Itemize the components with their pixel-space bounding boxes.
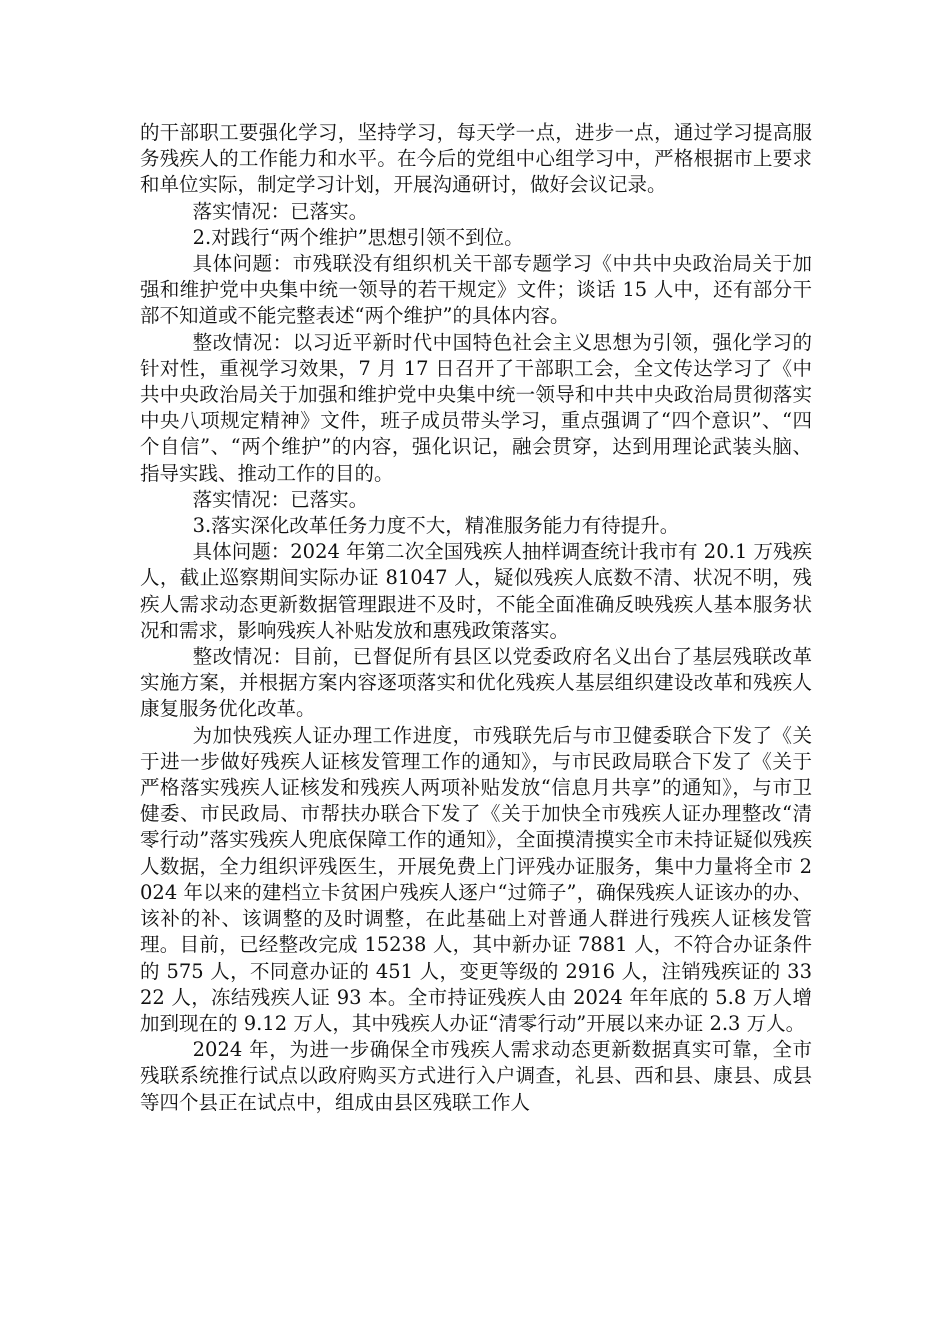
paragraph-rectification-2: 整改情况：以习近平新时代中国特色社会主义思想为引领，强化学习的针对性，重视学习效果，7 月 17 日召开了干部职工会，全文传达学习了《中共中央政治局关于加强和维护党中央集中统一领导和中共中央政治局贯彻落实中央八项规定精神》文件，班子成员带头学习，重点强调了“四个意识”、“四个自信”、“两个维护”的内容，强化识记，融会贯穿，达到用理论武装头脑、指导实践、推动工作的目的。 — [140, 330, 812, 485]
paragraph-survey-pilot: 2024 年，为进一步确保全市残疾人需求动态更新数据真实可靠，全市残联系统推行试点以政府购买方式进行入户调查，礼县、西和县、康县、成县等四个县正在试点中，组成由县区残联工作人 — [140, 1038, 812, 1114]
document-body — [140, 120, 812, 1116]
paragraph-heading-item-2: 2.对践行“两个维护”思想引领不到位。 — [192, 225, 524, 249]
paragraph-specific-problem-2: 具体问题：市残联没有组织机关干部专题学习《中共中央政治局关于加强和维护党中央集中统一领导的若干规定》文件；谈话 15 人中，还有部分干部不知道或不能完整表述“两个维护”的具体内容。 — [140, 252, 812, 328]
paragraph-heading-item-3: 3.落实深化改革任务力度不大，精准服务能力有待提升。 — [192, 514, 680, 538]
paragraph-implementation-status-2: 落实情况：已落实。 — [192, 487, 369, 511]
paragraph-specific-problem-3: 具体问题：2024 年第二次全国残疾人抽样调查统计我市有 20.1 万残疾人，截止巡察期间实际办证 81047 人，疑似残疾人底数不清、状况不明，残疾人需求动态更新数据管理跟进不及时，不能全面准确反映残疾人基本服务状况和需求，影响残疾人补贴发放和惠残政策落实。 — [140, 540, 812, 642]
paragraph-certificate-work: 为加快残疾人证办理工作进度，市残联先后与市卫健委联合下发了《关于进一步做好残疾人证核发管理工作的通知》，与市民政局联合下发了《关于严格落实残疾人证核发和残疾人两项补贴发放“信息月共享”的通知》，与市卫健委、市民政局、市帮扶办联合下发了《关于加快全市残疾人证办理整改“清零行动”落实残疾人兜底保障工作的通知》，全面摸清摸实全市未持证疑似残疾人数据，全力组织评残医生，开展免费上门评残办证服务，集中力量将全市 2024 年以来的建档立卡贫困户残疾人逐户“过筛子”，确保残疾人证该办的办、该补的补、该调整的及时调整，在此基础上对普通人群进行残疾人证核发管理。目前，已经整改完成 15238 人，其中新办证 7881 人，不符合办证条件的 575 人，不同意办证的 451 人，变更等级的 2916 人，注销残疾证的 3322 人，冻结残疾人证 93 本。全市持证残疾人由 2024 年年底的 5.8 万人增加到现在的 9.12 万人，其中残疾人办证“清零行动”开展以来办证 2.3 万人。 — [140, 723, 812, 1035]
paragraph-rectification-3: 整改情况：目前，已督促所有县区以党委政府名义出台了基层残联改革实施方案，并根据方案内容逐项落实和优化残疾人基层组织建设改革和残疾人康复服务优化改革。 — [140, 645, 812, 721]
paragraph-study-continuation: 的干部职工要强化学习，坚持学习，每天学一点，进步一点，通过学习提高服务残疾人的工作能力和水平。在今后的党组中心组学习中，严格根据市上要求和单位实际，制定学习计划，开展沟通研讨，做好会议记录。 — [140, 121, 812, 197]
paragraph-implementation-status-1: 落实情况：已落实。 — [192, 199, 369, 223]
